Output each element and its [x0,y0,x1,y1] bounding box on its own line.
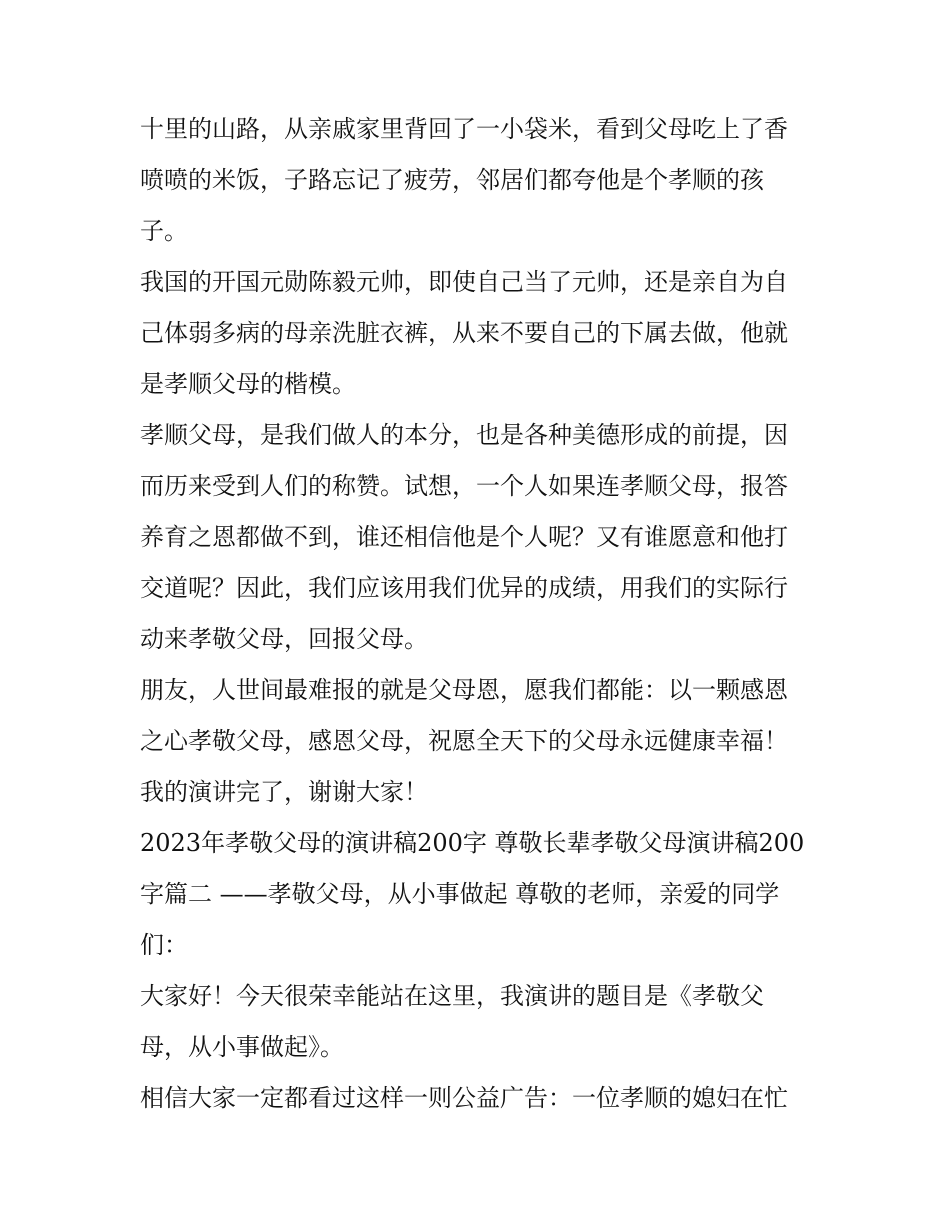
text-line: 母，从小事做起》。 [140,1033,344,1061]
text-line: 我的演讲完了，谢谢大家！ [140,778,428,806]
text-line: 字篇二 ——孝敬父母，从小事做起 尊敬的老师，亲爱的同学 [140,880,780,908]
text-line: 2023年孝敬父母的演讲稿200字 尊敬长辈孝敬父母演讲稿200 [140,829,805,857]
document-body [140,104,820,1124]
text-line: 子。 [140,217,188,245]
text-line: 我国的开国元勋陈毅元帅，即使自己当了元帅，还是亲自为自 [140,268,788,296]
text-line: 朋友，人世间最难报的就是父母恩，愿我们都能：以一颗感恩 [140,676,788,704]
text-line: 孝顺父母，是我们做人的本分，也是各种美德形成的前提，因 [140,421,788,449]
text-line: 养育之恩都做不到，谁还相信他是个人呢？又有谁愿意和他打 [140,523,788,551]
text-line: 相信大家一定都看过这样一则公益广告：一位孝顺的媳妇在忙 [140,1084,788,1112]
text-line: 交道呢？因此，我们应该用我们优异的成绩，用我们的实际行 [140,574,788,602]
text-line: 而历来受到人们的称赞。试想，一个人如果连孝顺父母，报答 [140,472,788,500]
text-line: 动来孝敬父母，回报父母。 [140,625,428,653]
text-line: 们： [140,931,188,959]
text-line: 喷喷的米饭，子路忘记了疲劳，邻居们都夸他是个孝顺的孩 [140,166,764,194]
text-line: 己体弱多病的母亲洗脏衣裤，从来不要自己的下属去做，他就 [140,319,788,347]
text-line: 是孝顺父母的楷模。 [140,370,356,398]
text-line: 大家好！今天很荣幸能站在这里，我演讲的题目是《孝敬父 [140,982,764,1010]
text-line: 之心孝敬父母，感恩父母，祝愿全天下的父母永远健康幸福！ [140,727,788,755]
text-line: 十里的山路，从亲戚家里背回了一小袋米，看到父母吃上了香 [140,115,788,143]
